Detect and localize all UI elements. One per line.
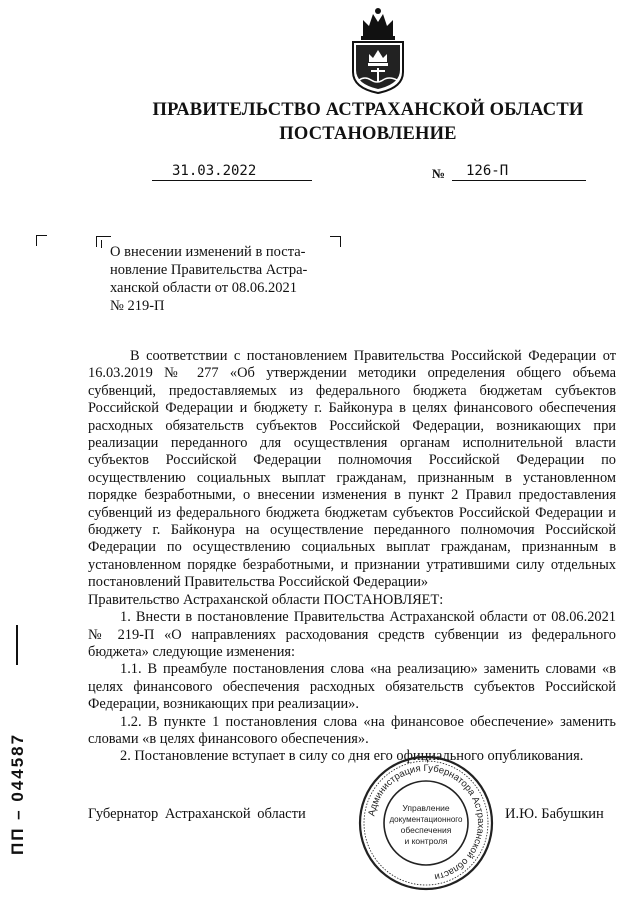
document-subject (110, 243, 336, 315)
body-paragraph-preamble: В соответствии с постановлением Правительства Российской Федерации от 16.03.2019 № 277 «Об утверждении методики определения общего объема субвенций, предоставляемых из федерального бюджета бюджетам субъектов Российской Федерации и бюджету г. Байконура в целях финансового обеспечения расходных обязательств субъектов Российской Федерации, возникающих при реализации переданного для осуществления органам исполнительной власти субъектов Российской Федерации полномочия Российской Федерации по осуществлению социальных выплат гражданам, признанным в установленном порядке безработными, о внесении изменения в пункт 2 Правил предоставления субвенций из федерального бюджета бюджетам субъектов Российской Федерации и бюджету г. Байконура на осуществление переданного полномочия Российской Федерации по осуществлению социальных выплат гражданам, признанным в установленном порядке безработными, и признании утратившими силу отдельных постановлений Правительства Российской Федерации» (88, 348, 616, 591)
serial-divider (16, 625, 18, 665)
body-paragraph-resolves: Правительство Астраханской области ПОСТАНОВЛЯЕТ: (88, 591, 444, 608)
corner-mark-left (36, 235, 47, 246)
document-date: 31.03.2022 (172, 163, 257, 179)
stamp-ring-textpath: Администрация Губернатора Астраханской области (366, 762, 487, 883)
subject-line: новление Правительства Астра- (110, 262, 308, 278)
stamp-center-line: и контроля (404, 836, 448, 846)
document-body (88, 348, 616, 766)
number-sign: № (432, 166, 446, 181)
form-serial-number: ПП – 044587 (8, 732, 27, 855)
corner-mark-subject-left (96, 236, 111, 247)
date-underline (152, 180, 312, 181)
subject-line: № 219-П (110, 298, 165, 314)
signatory-name: И.Ю. Бабушкин (505, 806, 604, 822)
corner-mark-subject-tick (101, 240, 103, 248)
stamp-center-line: документационного (389, 815, 463, 824)
subject-line: О внесении изменений в поста- (110, 244, 306, 260)
coat-of-arms-icon (345, 6, 411, 94)
stamp-center-line: обеспечения (400, 825, 452, 835)
number-underline (452, 180, 586, 181)
government-title: ПРАВИТЕЛЬСТВО АСТРАХАНСКОЙ ОБЛАСТИ (152, 100, 584, 120)
official-stamp (358, 755, 494, 891)
body-paragraph-item-1: 1. Внести в постановление Правительства Астраханской области от 08.06.2021 № 219-П «О направлениях расходования средств субвенции из федерального бюджета» следующие изменения: (88, 609, 616, 660)
stamp-center-line: Управление (402, 803, 450, 813)
body-paragraph-item-1-2: 1.2. В пункте 1 постановления слова «на финансовое обеспечение» заменить словами «в целях финансового обеспечения». (88, 713, 616, 747)
document-number: 126-П (466, 163, 509, 179)
document-type: ПОСТАНОВЛЕНИЕ (279, 124, 457, 144)
body-paragraph-item-1-1: 1.1. В преамбуле постановления слова «на реализацию» заменить словами «в целях финансового обеспечения расходных обязательств субъектов Российской Федерации, возникающих при реализации». (88, 661, 616, 713)
signatory-title: Губернатор Астраханской области (88, 806, 306, 822)
subject-line: ханской области от 08.06.2021 (110, 280, 297, 296)
body-paragraph-item-2: 2. Постановление вступает в силу со дня его официального опубликования. (120, 748, 584, 765)
